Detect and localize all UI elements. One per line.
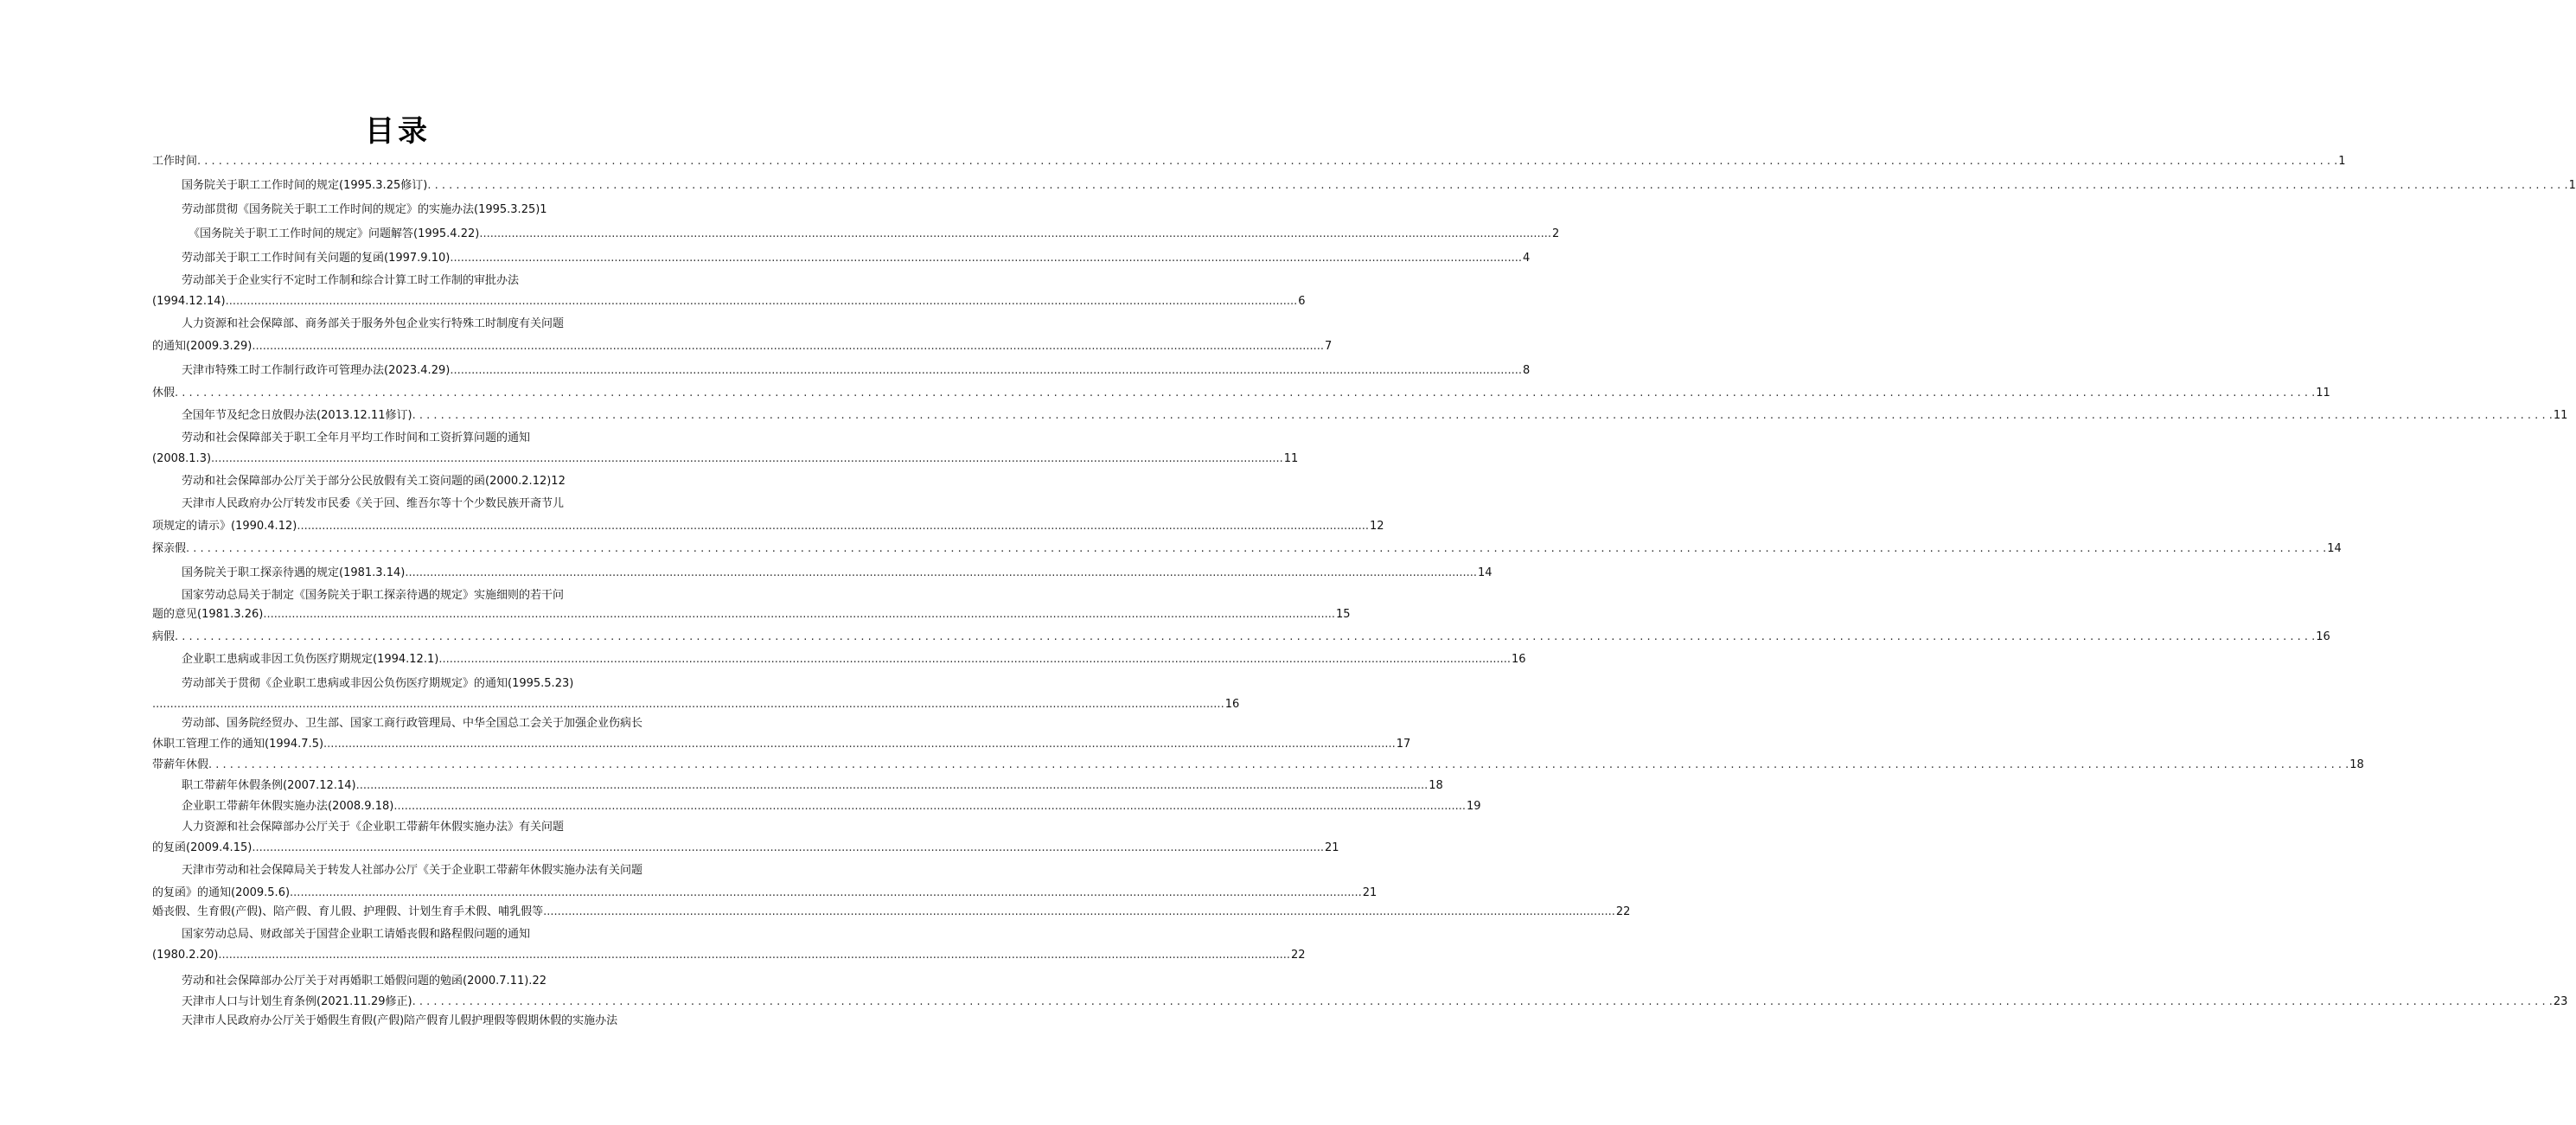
toc-entry[interactable] [182,178,2576,194]
toc-page-number: 22 [1615,905,1631,918]
toc-entry-title: 的复函》的通知(2009.5.6) [152,886,291,899]
toc-entry[interactable] [182,994,2568,1010]
leader-dots: . . . . . . . . . . . . . . . . . . . . . . . . . . . . . . . . . . . . . . . . . . . . . . . . . . . . . . . . . . . . . . . . . . . . . . . . . . . . . . . . . . . . . . . . . . . . . . . . . . . . . . . . . . . . . . . . . . . . . . . . . . . . . . . . . . . . . . . . . . . . . . . . . . . . . . . . . . . . . . . . . . . . . . . . . . . . . . . . . . . . . . . . . . . . . . . . . . . . . . . . . . . . . . . . . . . . . . . . . . . . . . . . . . . . . . . . . . . . . . . . . . . . . . . . . . . . . . . . . . . . . . . . . . . . . . . . . . . . . . . . . . . . . . . . . . . . . . . . . . . . [427,179,2568,192]
leader-dots: ............................................................................................................................................................................................................................................................................................................ [218,949,1291,962]
leader-dots: ............................................................................................................................................................................................................................................................................................................ [479,227,1552,240]
toc-page-number: 17 [1396,738,1411,751]
toc-page-number: 6 [1298,295,1306,308]
toc-entry[interactable] [152,607,1351,623]
toc-page-number: 11 [2316,387,2330,400]
leader-dots: ............................................................................................................................................................................................................................................................................................................ [450,364,1523,377]
toc-entry-title: 国家劳动总局关于制定《国务院关于职工探亲待遇的规定》实施细则的若干问 [182,589,565,602]
toc-entry[interactable] [182,588,564,604]
toc-page-number: 16 [1512,653,1526,666]
toc-entry-title: 劳动和社会保障部办公厅关于部分公民放假有关工资问题的函(2000.2.12)12 [182,475,566,488]
leader-dots: . . . . . . . . . . . . . . . . . . . . . . . . . . . . . . . . . . . . . . . . . . . . . . . . . . . . . . . . . . . . . . . . . . . . . . . . . . . . . . . . . . . . . . . . . . . . . . . . . . . . . . . . . . . . . . . . . . . . . . . . . . . . . . . . . . . . . . . . . . . . . . . . . . . . . . . . . . . . . . . . . . . . . . . . . . . . . . . . . . . . . . . . . . . . . . . . . . . . . . . . . . . . . . . . . . . . . . . . . . . . . . . . . . . . . . . . . . . . . . . . . . . . . . . . . . . . . . . . . . . . . . . . . . . . . . . . . . . . . . . . . . . . . . . . . . . . . . . . . . . . [175,630,2316,643]
toc-entry-title: 天津市特殊工时工作制行政许可管理办法(2023.4.29) [182,364,451,377]
toc-entry-title: 带薪年休假 [152,758,209,771]
toc-page-number: 2 [1552,227,1560,240]
toc-page-number: 14 [1478,566,1493,579]
toc-entry-title: 人力资源和社会保障部、商务部关于服务外包企业实行特殊工时制度有关问题 [182,317,565,330]
toc-entry[interactable] [182,316,564,332]
toc-entry-title: 天津市人口与计划生育条例(2021.11.29修正) [182,995,412,1008]
toc-page-number: 23 [2553,995,2568,1008]
leader-dots: ............................................................................................................................................................................................................................................................................................................ [297,520,1370,533]
toc-entry[interactable] [182,202,547,218]
toc-entry-title: 人力资源和社会保障部办公厅关于《企业职工带薪年休假实施办法》有关问题 [182,821,565,834]
toc-entry-title: 探亲假 [152,542,187,555]
toc-entry[interactable] [152,948,1306,963]
toc-entry-title: 企业职工患病或非因工负伤医疗期规定(1994.12.1) [182,653,439,666]
toc-entry-title: (2008.1.3) [152,452,212,465]
toc-entry[interactable] [152,519,1384,534]
toc-entry-title: 劳动部关于贯彻《企业职工患病或非因公负伤医疗期规定》的通知(1995.5.23) [182,677,574,690]
toc-entry[interactable] [182,778,1443,794]
toc-entry[interactable] [182,799,1481,815]
toc-entry[interactable] [182,974,547,989]
toc-entry[interactable] [182,1013,617,1029]
toc-entry[interactable] [182,676,573,692]
leader-dots: ............................................................................................................................................................................................................................................................................................................ [323,738,1396,751]
toc-entry[interactable] [152,885,1377,901]
leader-dots: . . . . . . . . . . . . . . . . . . . . . . . . . . . . . . . . . . . . . . . . . . . . . . . . . . . . . . . . . . . . . . . . . . . . . . . . . . . . . . . . . . . . . . . . . . . . . . . . . . . . . . . . . . . . . . . . . . . . . . . . . . . . . . . . . . . . . . . . . . . . . . . . . . . . . . . . . . . . . . . . . . . . . . . . . . . . . . . . . . . . . . . . . . . . . . . . . . . . . . . . . . . . . . . . . . . . . . . . . . . . . . . . . . . . . . . . . . . . . . . . . . . . . . . . . . . . . . . . . . . . . . . . . . . . . . . . . . . . . . . . . . . . . . . . . . . . . . . . . . . . [208,758,2349,771]
toc-entry[interactable] [152,154,2346,169]
toc-entry-title: 职工带薪年休假条例(2007.12.14) [182,779,356,792]
leader-dots: . . . . . . . . . . . . . . . . . . . . . . . . . . . . . . . . . . . . . . . . . . . . . . . . . . . . . . . . . . . . . . . . . . . . . . . . . . . . . . . . . . . . . . . . . . . . . . . . . . . . . . . . . . . . . . . . . . . . . . . . . . . . . . . . . . . . . . . . . . . . . . . . . . . . . . . . . . . . . . . . . . . . . . . . . . . . . . . . . . . . . . . . . . . . . . . . . . . . . . . . . . . . . . . . . . . . . . . . . . . . . . . . . . . . . . . . . . . . . . . . . . . . . . . . . . . . . . . . . . . . . . . . . . . . . . . . . . . . . . . . . . . . . . . . . . . . . . . . . . . . [186,542,2327,555]
toc-page-number: 11 [2553,409,2568,422]
toc-page-number: 22 [1291,949,1306,962]
toc-page-number: 15 [1336,608,1351,621]
toc-entry-title: 劳动和社会保障部办公厅关于对再婚职工婚假问题的勉函(2000.7.11).22 [182,975,547,988]
toc-entry-title: 《国务院关于职工工作时间的规定》问题解答(1995.4.22) [189,227,480,240]
toc-entry-title: 休假 [152,387,176,400]
toc-entry[interactable] [152,541,2342,557]
toc-entry-title: 企业职工带薪年休假实施办法(2008.9.18) [182,800,394,813]
leader-dots: . . . . . . . . . . . . . . . . . . . . . . . . . . . . . . . . . . . . . . . . . . . . . . . . . . . . . . . . . . . . . . . . . . . . . . . . . . . . . . . . . . . . . . . . . . . . . . . . . . . . . . . . . . . . . . . . . . . . . . . . . . . . . . . . . . . . . . . . . . . . . . . . . . . . . . . . . . . . . . . . . . . . . . . . . . . . . . . . . . . . . . . . . . . . . . . . . . . . . . . . . . . . . . . . . . . . . . . . . . . . . . . . . . . . . . . . . . . . . . . . . . . . . . . . . . . . . . . . . . . . . . . . . . . . . . . . . . . . . . . . . . . . . . . . . . . . . . . . . . . . [175,387,2316,400]
toc-entry[interactable] [182,927,530,943]
toc-entry-title: 天津市人民政府办公厅关于婚假生育假(产假)陪产假育儿假护理假等假期休假的实施办法 [182,1014,618,1027]
leader-dots: . . . . . . . . . . . . . . . . . . . . . . . . . . . . . . . . . . . . . . . . . . . . . . . . . . . . . . . . . . . . . . . . . . . . . . . . . . . . . . . . . . . . . . . . . . . . . . . . . . . . . . . . . . . . . . . . . . . . . . . . . . . . . . . . . . . . . . . . . . . . . . . . . . . . . . . . . . . . . . . . . . . . . . . . . . . . . . . . . . . . . . . . . . . . . . . . . . . . . . . . . . . . . . . . . . . . . . . . . . . . . . . . . . . . . . . . . . . . . . . . . . . . . . . . . . . . . . . . . . . . . . . . . . . . . . . . . . . . . . . . . . . . . . . . . . . . . . . . . . . . [412,995,2553,1008]
leader-dots: ............................................................................................................................................................................................................................................................................................................ [290,886,1362,899]
leader-dots: ............................................................................................................................................................................................................................................................................................................ [450,252,1523,265]
toc-entry-title: 劳动和社会保障部关于职工全年月平均工作时间和工资折算问题的通知 [182,431,531,444]
toc-entry-title: 的通知(2009.3.29) [152,340,252,353]
toc-entry[interactable] [152,630,2330,645]
toc-entry[interactable] [182,408,2568,424]
toc-entry-title: 题的意见(1981.3.26) [152,608,264,621]
toc-entry[interactable] [152,757,2364,773]
toc-page-number: 19 [1467,800,1481,813]
leader-dots: ............................................................................................................................................................................................................................................................................................................ [211,452,1283,465]
leader-dots: ............................................................................................................................................................................................................................................................................................................ [393,800,1467,813]
toc-page-number: 11 [1283,452,1299,465]
toc-page-number: 7 [1325,340,1333,353]
toc-page-number: 1 [2338,155,2346,168]
leader-dots: ............................................................................................................................................................................................................................................................................................................ [543,905,1615,918]
toc-page-number: 14 [2327,542,2342,555]
toc-entry-title: 工作时间 [152,155,198,168]
leader-dots: ............................................................................................................................................................................................................................................................................................................ [152,698,1224,711]
toc-entry[interactable] [152,294,1306,310]
toc-entry[interactable] [182,716,642,732]
toc-entry[interactable] [152,386,2330,401]
toc-entry[interactable] [182,863,642,879]
toc-entry[interactable] [152,339,1333,355]
toc-page-number: 4 [1523,252,1531,265]
toc-entry-title: 国务院关于职工工作时间的规定(1995.3.25修订) [182,179,428,192]
leader-dots: ............................................................................................................................................................................................................................................................................................................ [438,653,1512,666]
toc-page-number: 21 [1325,841,1339,854]
page-title: 目录 [365,114,431,149]
toc-page-number: 8 [1523,364,1531,377]
toc-entry-title: 劳动部关于职工工作时间有关问题的复函(1997.9.10) [182,252,451,265]
toc-entry-title: (1980.2.20) [152,949,219,962]
toc-entry[interactable] [182,652,1526,668]
leader-dots: ............................................................................................................................................................................................................................................................................................................ [405,566,1478,579]
toc-entry[interactable] [152,841,1339,856]
toc-page-number: 16 [1224,698,1240,711]
leader-dots: ............................................................................................................................................................................................................................................................................................................ [252,841,1325,854]
leader-dots: . . . . . . . . . . . . . . . . . . . . . . . . . . . . . . . . . . . . . . . . . . . . . . . . . . . . . . . . . . . . . . . . . . . . . . . . . . . . . . . . . . . . . . . . . . . . . . . . . . . . . . . . . . . . . . . . . . . . . . . . . . . . . . . . . . . . . . . . . . . . . . . . . . . . . . . . . . . . . . . . . . . . . . . . . . . . . . . . . . . . . . . . . . . . . . . . . . . . . . . . . . . . . . . . . . . . . . . . . . . . . . . . . . . . . . . . . . . . . . . . . . . . . . . . . . . . . . . . . . . . . . . . . . . . . . . . . . . . . . . . . . . . . . . . . . . . . . . . . . . . [197,155,2338,168]
toc-page-number: 21 [1362,886,1377,899]
toc-page-number: 16 [2316,630,2330,643]
toc-entry-title: 国务院关于职工探亲待遇的规定(1981.3.14) [182,566,406,579]
toc-entry[interactable] [152,451,1299,467]
toc-entry[interactable] [182,251,1531,266]
toc-entry[interactable] [182,566,1493,581]
toc-page-number: 12 [1370,520,1384,533]
toc-entry-title: 劳动部、国务院经贸办、卫生部、国家工商行政管理局、中华全国总工会关于加强企业伤病长 [182,717,643,730]
toc-entry[interactable] [152,697,1240,713]
toc-entry-title: 劳动部关于企业实行不定时工作制和综合计算工时工作制的审批办法 [182,274,520,287]
toc-entry-title: 天津市劳动和社会保障局关于转发人社部办公厅《关于企业职工带薪年休假实施办法有关问题 [182,864,643,877]
toc-entry-title: 国家劳动总局、财政部关于国营企业职工请婚丧假和路程假问题的通知 [182,928,531,941]
toc-entry-title: 全国年节及纪念日放假办法(2013.12.11修订) [182,409,412,422]
toc-entry-title: 项规定的请示》(1990.4.12) [152,520,297,533]
toc-page-number: 1 [2568,179,2576,192]
toc-entry-title: 天津市人民政府办公厅转发市民委《关于回、维吾尔等十个少数民族开斋节儿 [182,497,565,510]
toc-entry-title: (1994.12.14) [152,295,226,308]
leader-dots: ............................................................................................................................................................................................................................................................................................................ [252,340,1325,353]
toc-page-number: 18 [2349,758,2364,771]
toc-entry-title: 休职工管理工作的通知(1994.7.5) [152,738,324,751]
leader-dots: ............................................................................................................................................................................................................................................................................................................ [355,779,1429,792]
toc-entry[interactable] [182,273,519,289]
toc-entry-title: 婚丧假、生育假(产假)、陪产假、育儿假、护理假、计划生育手术假、哺乳假等 [152,905,544,918]
toc-entry[interactable] [152,904,1631,920]
leader-dots: . . . . . . . . . . . . . . . . . . . . . . . . . . . . . . . . . . . . . . . . . . . . . . . . . . . . . . . . . . . . . . . . . . . . . . . . . . . . . . . . . . . . . . . . . . . . . . . . . . . . . . . . . . . . . . . . . . . . . . . . . . . . . . . . . . . . . . . . . . . . . . . . . . . . . . . . . . . . . . . . . . . . . . . . . . . . . . . . . . . . . . . . . . . . . . . . . . . . . . . . . . . . . . . . . . . . . . . . . . . . . . . . . . . . . . . . . . . . . . . . . . . . . . . . . . . . . . . . . . . . . . . . . . . . . . . . . . . . . . . . . . . . . . . . . . . . . . . . . . . . [412,409,2553,422]
toc-entry[interactable] [182,496,564,512]
leader-dots: ............................................................................................................................................................................................................................................................................................................ [225,295,1298,308]
toc-entry[interactable] [182,431,530,446]
toc-entry[interactable] [182,474,566,489]
toc-page-number: 18 [1429,779,1443,792]
toc-entry-title: 的复函(2009.4.15) [152,841,252,854]
toc-entry-title: 劳动部贯彻《国务院关于职工工作时间的规定》的实施办法(1995.3.25)1 [182,203,547,216]
toc-entry[interactable] [189,227,1560,242]
toc-entry[interactable] [182,363,1531,379]
toc-entry-title: 病假 [152,630,176,643]
toc-entry[interactable] [182,820,564,835]
toc-entry[interactable] [152,737,1411,752]
leader-dots: ............................................................................................................................................................................................................................................................................................................ [263,608,1336,621]
